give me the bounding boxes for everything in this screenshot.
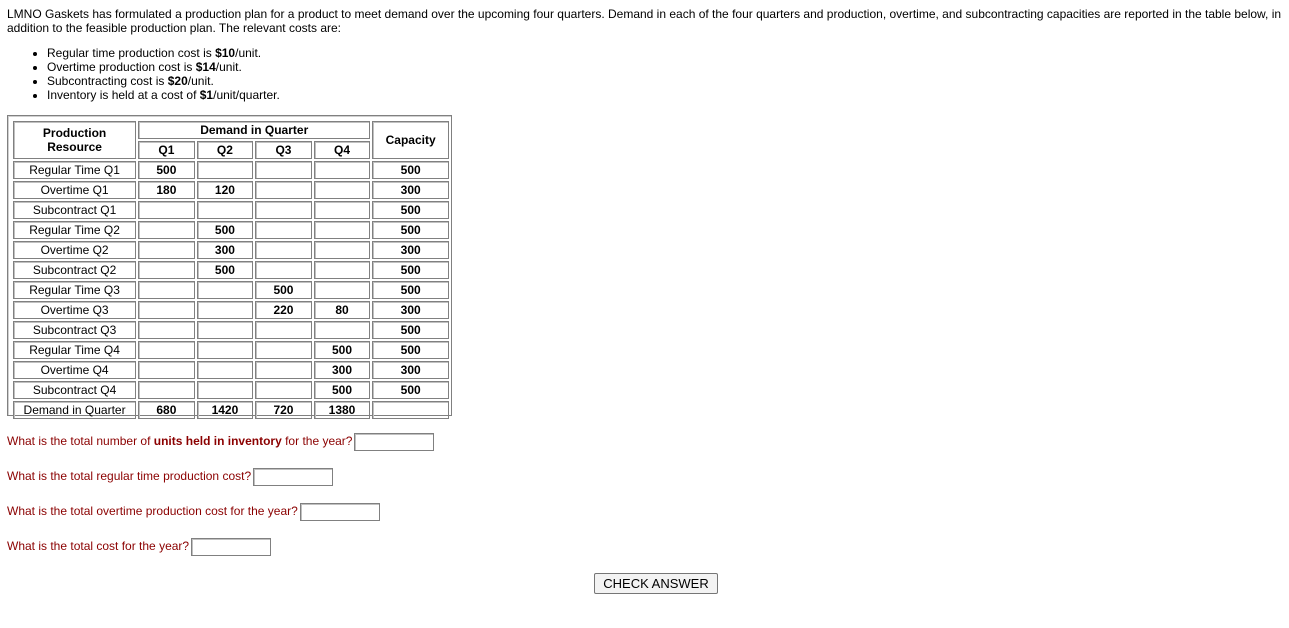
cell-q4 [314,181,371,199]
cell-q3 [255,201,311,219]
cost-list [15,46,280,102]
cell-q3 [255,341,311,359]
cell-q1 [138,281,194,299]
row-label: Demand in Quarter [13,401,136,419]
table-row [13,361,449,379]
cell-q2 [197,381,254,399]
capacity-cell: 300 [372,301,449,319]
question-total-cost: What is the total cost for the year? [7,538,271,556]
cell-q4 [314,161,371,179]
capacity-header: Capacity [372,121,449,159]
cell-q4: 1380 [314,401,371,419]
cell-q3 [255,261,311,279]
cell-q1 [138,221,194,239]
row-label: Subcontract Q3 [13,321,136,339]
cell-q3: 720 [255,401,311,419]
cell-q1 [138,261,194,279]
table-row [13,301,449,319]
cell-q3 [255,241,311,259]
quarter-header-q3: Q3 [255,141,311,159]
row-label: Overtime Q1 [13,181,136,199]
cell-q1 [138,241,194,259]
cell-q4 [314,201,371,219]
cell-q3 [255,161,311,179]
cell-q1 [138,361,194,379]
cell-q2 [197,341,254,359]
capacity-cell: 500 [372,341,449,359]
row-label: Subcontract Q4 [13,381,136,399]
capacity-cell: 500 [372,321,449,339]
capacity-cell: 500 [372,221,449,239]
table-row [13,381,449,399]
question-overtime-cost: What is the total overtime production cost for the year? [7,503,380,521]
cell-q2 [197,281,254,299]
check-answer-button[interactable]: CHECK ANSWER [594,573,718,594]
cell-q3: 220 [255,301,311,319]
cost-item: • Inventory is held at a cost of $1/unit/quarter. [47,88,280,102]
row-label: Overtime Q4 [13,361,136,379]
resource-header: Production Resource [13,121,136,159]
cell-q1: 500 [138,161,194,179]
cell-q2 [197,161,254,179]
demand-total-row [13,401,449,419]
cost-item: • Overtime production cost is $14/unit. [47,60,280,74]
table-row [13,261,449,279]
table-row [13,181,449,199]
cell-q4: 300 [314,361,371,379]
cell-q3 [255,321,311,339]
cell-q1 [138,321,194,339]
cell-q1: 680 [138,401,194,419]
question-regular-time-cost: What is the total regular time production cost? [7,468,333,486]
cell-q3 [255,221,311,239]
capacity-cell: 500 [372,261,449,279]
cell-q2: 500 [197,261,254,279]
cell-q4 [314,321,371,339]
cell-q2: 500 [197,221,254,239]
question-inventory: What is the total number of units held in inventory for the year? [7,433,434,451]
table-row [13,281,449,299]
inventory-answer-input[interactable] [354,433,434,451]
quarter-header-q4: Q4 [314,141,371,159]
cell-q4 [314,221,371,239]
row-label: Overtime Q2 [13,241,136,259]
quarter-header-q2: Q2 [197,141,254,159]
quarter-header-q1: Q1 [138,141,194,159]
capacity-cell: 500 [372,161,449,179]
intro-text: LMNO Gaskets has formulated a production plan for a product to meet demand over the upcoming four quarters. Demand in each of the four quarters and production, overtime, and subcontracting capacities are reported in the table below, in addition to the feasible production plan. The relevant costs are: [7,7,1282,35]
production-plan-table [11,119,451,421]
table-row [13,161,449,179]
cell-q4: 500 [314,381,371,399]
cell-q1 [138,341,194,359]
cell-q4: 80 [314,301,371,319]
cell-q2 [197,321,254,339]
table-row [13,241,449,259]
cell-q3 [255,181,311,199]
cell-q1: 180 [138,181,194,199]
cell-q3 [255,381,311,399]
row-label: Subcontract Q1 [13,201,136,219]
cell-q4: 500 [314,341,371,359]
demand-in-quarter-header: Demand in Quarter [138,121,370,139]
table-row [13,221,449,239]
capacity-cell: 500 [372,281,449,299]
table-row [13,201,449,219]
capacity-cell: 500 [372,201,449,219]
capacity-cell: 300 [372,241,449,259]
cell-q1 [138,301,194,319]
production-plan-table-frame [7,115,452,416]
cell-q4 [314,241,371,259]
cell-q1 [138,201,194,219]
row-label: Regular Time Q2 [13,221,136,239]
cell-q3: 500 [255,281,311,299]
cost-item: • Regular time production cost is $10/unit. [47,46,280,60]
cell-q2 [197,361,254,379]
row-label: Subcontract Q2 [13,261,136,279]
capacity-cell [372,401,449,419]
row-label: Overtime Q3 [13,301,136,319]
row-label: Regular Time Q3 [13,281,136,299]
table-row [13,341,449,359]
cell-q3 [255,361,311,379]
row-label: Regular Time Q4 [13,341,136,359]
table-row [13,321,449,339]
cost-item: • Subcontracting cost is $20/unit. [47,74,280,88]
cell-q2: 300 [197,241,254,259]
overtime-cost-answer-input[interactable] [300,503,380,521]
capacity-cell: 500 [372,381,449,399]
cell-q2 [197,201,254,219]
row-label: Regular Time Q1 [13,161,136,179]
regular-time-cost-answer-input[interactable] [253,468,333,486]
cell-q2: 120 [197,181,254,199]
total-cost-answer-input[interactable] [191,538,271,556]
cell-q2 [197,301,254,319]
cell-q4 [314,281,371,299]
cell-q2: 1420 [197,401,254,419]
capacity-cell: 300 [372,181,449,199]
capacity-cell: 300 [372,361,449,379]
cell-q1 [138,381,194,399]
cell-q4 [314,261,371,279]
